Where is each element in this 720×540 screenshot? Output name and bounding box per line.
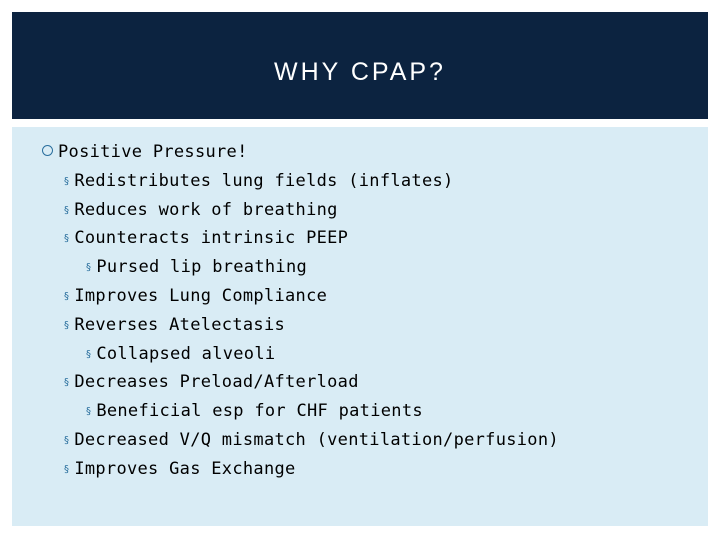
bullet-text: Positive Pressure!: [58, 142, 248, 162]
bullet-text: Reverses Atelectasis: [74, 314, 286, 335]
section-bullet-icon: §: [64, 463, 70, 475]
bullet-item: [42, 282, 702, 311]
section-bullet-icon: §: [64, 233, 70, 245]
bullet-text: Reduces work of breathing: [74, 199, 338, 220]
slide-title: WHY CPAP?: [274, 58, 446, 86]
bullet-item: [42, 426, 702, 455]
bullet-item: [42, 167, 702, 196]
bullet-item: [42, 397, 702, 426]
bullet-item: [42, 311, 702, 340]
bullet-item: [42, 138, 702, 167]
bullet-item: [42, 368, 702, 397]
bullet-text: Counteracts intrinsic PEEP: [74, 228, 349, 249]
section-bullet-icon: §: [64, 204, 70, 216]
bullet-list: [42, 138, 702, 484]
bullet-text: Redistributes lung fields (inflates): [74, 170, 454, 191]
bullet-text: Improves Lung Compliance: [74, 285, 328, 306]
section-bullet-icon: §: [86, 348, 92, 360]
bullet-item: [42, 196, 702, 225]
section-bullet-icon: §: [86, 262, 92, 274]
section-bullet-icon: §: [64, 175, 70, 187]
bullet-item: [42, 455, 702, 484]
section-bullet-icon: §: [64, 434, 70, 446]
section-bullet-icon: §: [86, 406, 92, 418]
bullet-text: Improves Gas Exchange: [74, 458, 296, 479]
bullet-item: [42, 224, 702, 253]
bullet-text: Pursed lip breathing: [96, 257, 308, 278]
section-bullet-icon: §: [64, 319, 70, 331]
bullet-text: Beneficial esp for CHF patients: [96, 401, 423, 422]
bullet-item: [42, 340, 702, 369]
section-bullet-icon: §: [64, 290, 70, 302]
bullet-text: Decreased V/Q mismatch (ventilation/perfusion): [74, 429, 559, 450]
section-bullet-icon: §: [64, 377, 70, 389]
circle-bullet-icon: [42, 145, 53, 156]
bullet-item: [42, 253, 702, 282]
bullet-text: Collapsed alveoli: [96, 343, 276, 364]
bullet-text: Decreases Preload/Afterload: [74, 372, 359, 393]
